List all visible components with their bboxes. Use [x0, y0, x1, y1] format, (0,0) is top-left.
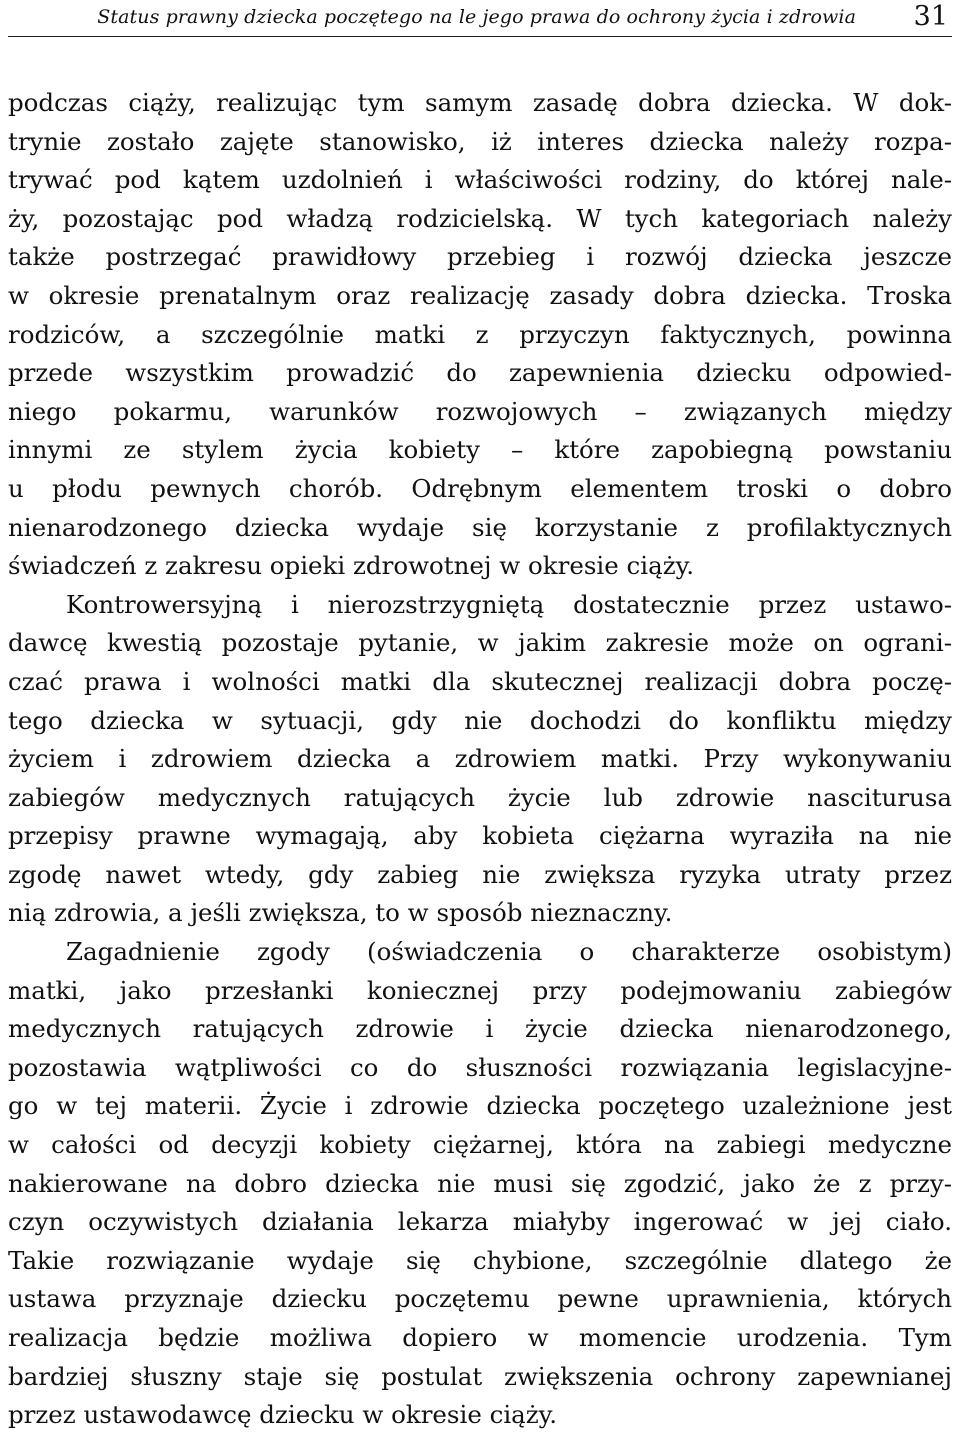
paragraph-3-line: nakierowane na dobro dziecka nie musi się zgodzić, jako że z przy-	[8, 1168, 952, 1198]
paragraph-2-line: życiem i zdrowiem dziecka a zdrowiem matki. Przy wykonywaniu	[8, 744, 952, 774]
paragraph-1-line: w okresie prenatalnym oraz realizację zasady dobra dziecka. Troska	[8, 280, 952, 310]
paragraph-1-line: ży, pozostając pod władzą rodzicielską. W tych kategoriach należy	[8, 203, 952, 233]
paragraph-3-line: Takie rozwiązanie wydaje się chybione, szczególnie dlatego że	[8, 1245, 952, 1275]
paragraph-1-line: nienarodzonego dziecka wydaje się korzystanie z profilaktycznych	[8, 512, 952, 542]
paragraph-3-line: medycznych ratujących zdrowie i życie dziecka nienarodzonego,	[8, 1014, 952, 1044]
paragraph-2-line: nią zdrowia, a jeśli zwiększa, to w sposób nieznaczny.	[8, 898, 673, 928]
paragraph-1-line: także postrzegać prawidłowy przebieg i rozwój dziecka jeszcze	[8, 242, 952, 272]
paragraph-1-line: podczas ciąży, realizując tym samym zasadę dobra dziecka. W dok-	[8, 88, 952, 117]
paragraph-3-line: realizacja będzie możliwa dopiero w momencie urodzenia. Tym	[8, 1323, 952, 1352]
page-number: 31	[913, 1, 948, 32]
header-title: Status prawny dziecka poczętego na le jego prawa do ochrony życia i zdrowia	[97, 6, 856, 28]
paragraph-3-line: Zagadnienie zgody (oświadczenia o charakterze osobistym)	[66, 937, 952, 967]
paragraph-2-line: zabiegów medycznych ratujących życie lub zdrowie nasciturusa	[8, 782, 952, 812]
paragraph-3-line: pozostawia wątpliwości co do słuszności rozwiązania legislacyjne-	[8, 1052, 952, 1082]
paragraph-1-line: świadczeń z zakresu opieki zdrowotnej w okresie ciąży.	[8, 551, 694, 581]
paragraph-2-line: dawcę kwestią pozostaje pytanie, w jakim zakresie może on ograni-	[8, 628, 952, 658]
running-header	[8, 0, 952, 37]
paragraph-1-line: przede wszystkim prowadzić do zapewnienia dziecku odpowied-	[8, 358, 952, 388]
paragraph-2-line: czać prawa i wolności matki dla skutecznej realizacji dobra poczę-	[8, 666, 952, 696]
paragraph-2-line: przepisy prawne wymagają, aby kobieta ciężarna wyraziła na nie	[8, 821, 952, 851]
paragraph-3-line: czyn oczywistych działania lekarza miałyby ingerować w jej ciało.	[8, 1207, 952, 1237]
paragraph-1-line: trywać pod kątem uzdolnień i właściwości rodziny, do której nale-	[8, 165, 952, 195]
paragraph-1-line: rodziców, a szczególnie matki z przyczyn faktycznych, powinna	[8, 319, 952, 349]
paragraph-1-line: u płodu pewnych chorób. Odrębnym elementem troski o dobro	[8, 473, 952, 503]
paragraph-3-line: matki, jako przesłanki koniecznej przy podejmowaniu zabiegów	[8, 975, 952, 1005]
paragraph-3-line: go w tej materii. Życie i zdrowie dziecka poczętego uzależnione jest	[8, 1091, 952, 1121]
body-text	[8, 84, 952, 1435]
paragraph-3-line: ustawa przyznaje dziecku poczętemu pewne uprawnienia, których	[8, 1284, 952, 1314]
paragraph-2-line: Kontrowersyjną i nierozstrzygniętą dostatecznie przez ustawo-	[66, 589, 952, 619]
paragraph-2-line: tego dziecka w sytuacji, gdy nie dochodzi do konfliktu między	[8, 705, 952, 735]
paragraph-1-line: innymi ze stylem życia kobiety – które zapobiegną powstaniu	[8, 435, 952, 465]
paragraph-3-line: bardziej słuszny staje się postulat zwiększenia ochrony zapewnianej	[8, 1361, 952, 1391]
paragraph-3-line: przez ustawodawcę dziecku w okresie ciąży.	[8, 1400, 558, 1430]
paragraph-3-line: w całości od decyzji kobiety ciężarnej, która na zabiegi medyczne	[8, 1130, 952, 1160]
paragraph-1-line: niego pokarmu, warunków rozwojowych – związanych między	[8, 396, 952, 426]
paragraph-2-line: zgodę nawet wtedy, gdy zabieg nie zwiększa ryzyka utraty przez	[8, 859, 952, 889]
paragraph-1-line: trynie zostało zajęte stanowisko, iż interes dziecka należy rozpa-	[8, 126, 952, 156]
